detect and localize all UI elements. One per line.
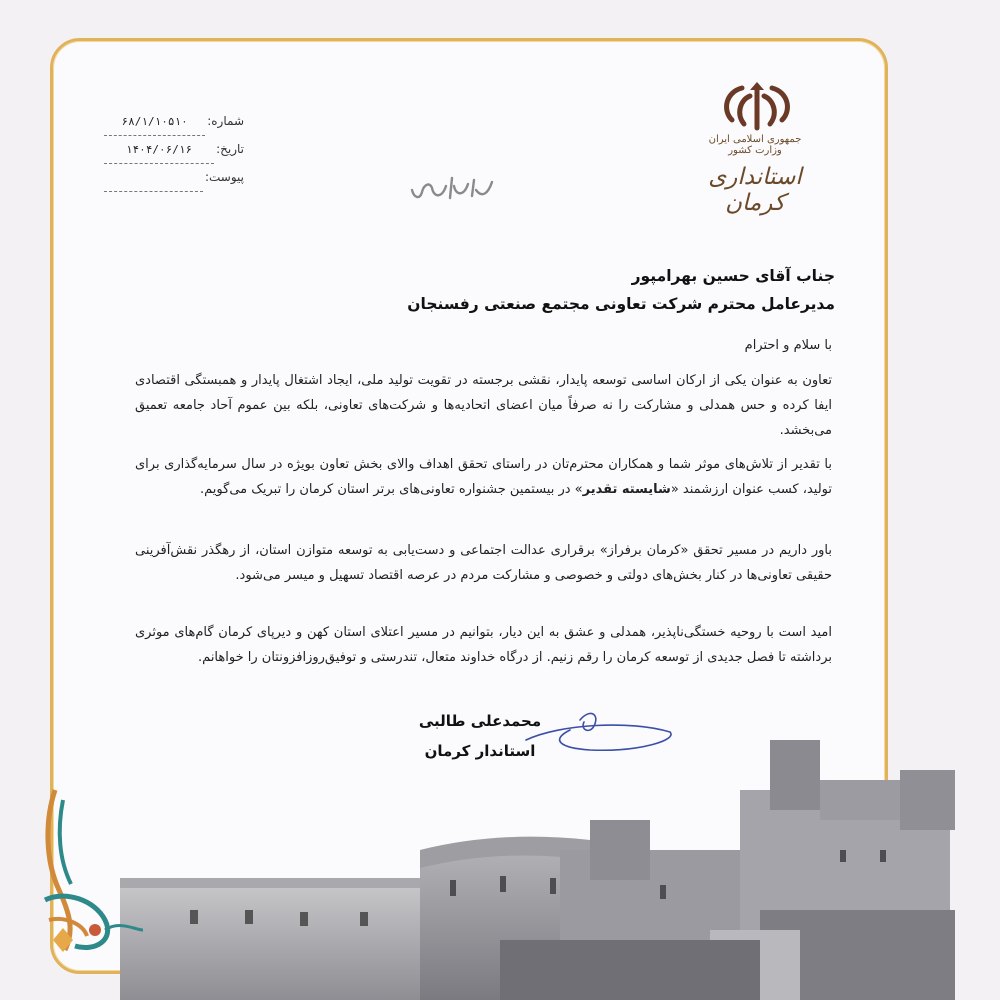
- date-value: ۱۴۰۴/۰۶/۱۶: [104, 137, 214, 164]
- signatory-title: استاندار کرمان: [424, 742, 536, 760]
- recipient-block: [407, 262, 835, 318]
- attachment-value: [104, 165, 203, 192]
- paragraph-2-start: با تقدیر از تلاش‌های موثر شما و همکاران محترم‌تان در راستای تحقق اهداف والای بخش تعاون بویژه در سال سرمایه‌گذاری برای تولید، کسب عنوان ارزشمند «: [135, 457, 832, 497]
- paragraph-4: امید است با روحیه خستگی‌ناپذیر، همدلی و عشق به این دیار، بتوانیم در مسیر اعتلای استان کهن و دیرپای کرمان گام‌های موثری برداشته تا فصل جدیدی از توسعه کرمان را رقم زنیم. از درگاه خداوند متعال، تندرستی و توفیق‌روزافزونتان را خواهانم.: [135, 625, 832, 665]
- paragraph-2-end: » در بیستمین جشنواره تعاونی‌های برتر استان کرمان را تبریک می‌گویم.: [200, 482, 583, 497]
- citadel-illustration-icon: [120, 730, 955, 1000]
- org-subtitle-line2: وزارت کشور: [728, 145, 782, 156]
- date-row: [104, 136, 244, 164]
- basmala-calligraphy-icon: [408, 172, 498, 208]
- greeting: با سلام و احترام: [744, 338, 832, 353]
- corner-ornament-icon: [35, 780, 145, 960]
- number-row: [104, 108, 244, 136]
- signatory-name: محمدعلی طالبی: [418, 712, 542, 730]
- number-value: ۶۸/۱/۱۰۵۱۰: [104, 109, 205, 136]
- recipient-name: جناب آقای حسین بهرامپور: [631, 267, 835, 285]
- org-subtitle-line1: جمهوری اسلامی ایران: [708, 134, 802, 145]
- paragraph-1: تعاون به عنوان یکی از ارکان اساسی توسعه پایدار، نقشی برجسته در تقویت تولید ملی، ایجاد اشتغال پایدار و همبستگی اقتصادی ایفا کرده و حس همدلی و مشارکت را نه صرفاً میان اعضای اتحادیه‌ها و شرکت‌های تعاونی، بلکه بین عموم آحاد جامعه تعمیق می‌بخشد.: [135, 373, 832, 438]
- attachment-row: [104, 164, 244, 192]
- attachment-label: پیوست:: [204, 170, 244, 184]
- date-label: تاریخ:: [216, 142, 244, 156]
- iran-emblem-icon: [712, 80, 802, 140]
- number-label: شماره:: [207, 114, 244, 128]
- paragraph-3: باور داریم در مسیر تحقق «کرمان برفراز» برقراری عدالت اجتماعی و دست‌یابی به توسعه متوازن استان، از رهگذر نقش‌آفرینی حقیقی تعاونی‌ها در کنار بخش‌های دولتی و خصوصی و مشارکت مردم در عرصه اقتصاد تسهیل و میسر می‌شود.: [135, 543, 832, 583]
- reference-block: [104, 108, 244, 192]
- org-name: استانداری کرمان: [708, 164, 802, 216]
- recipient-title: مدیرعامل محترم شرکت تعاونی مجتمع صنعتی رفسنجان: [407, 295, 835, 313]
- org-subtitle: [700, 134, 810, 156]
- award-title: شایسته تقدیر: [582, 482, 671, 497]
- paragraph-2: [135, 452, 832, 502]
